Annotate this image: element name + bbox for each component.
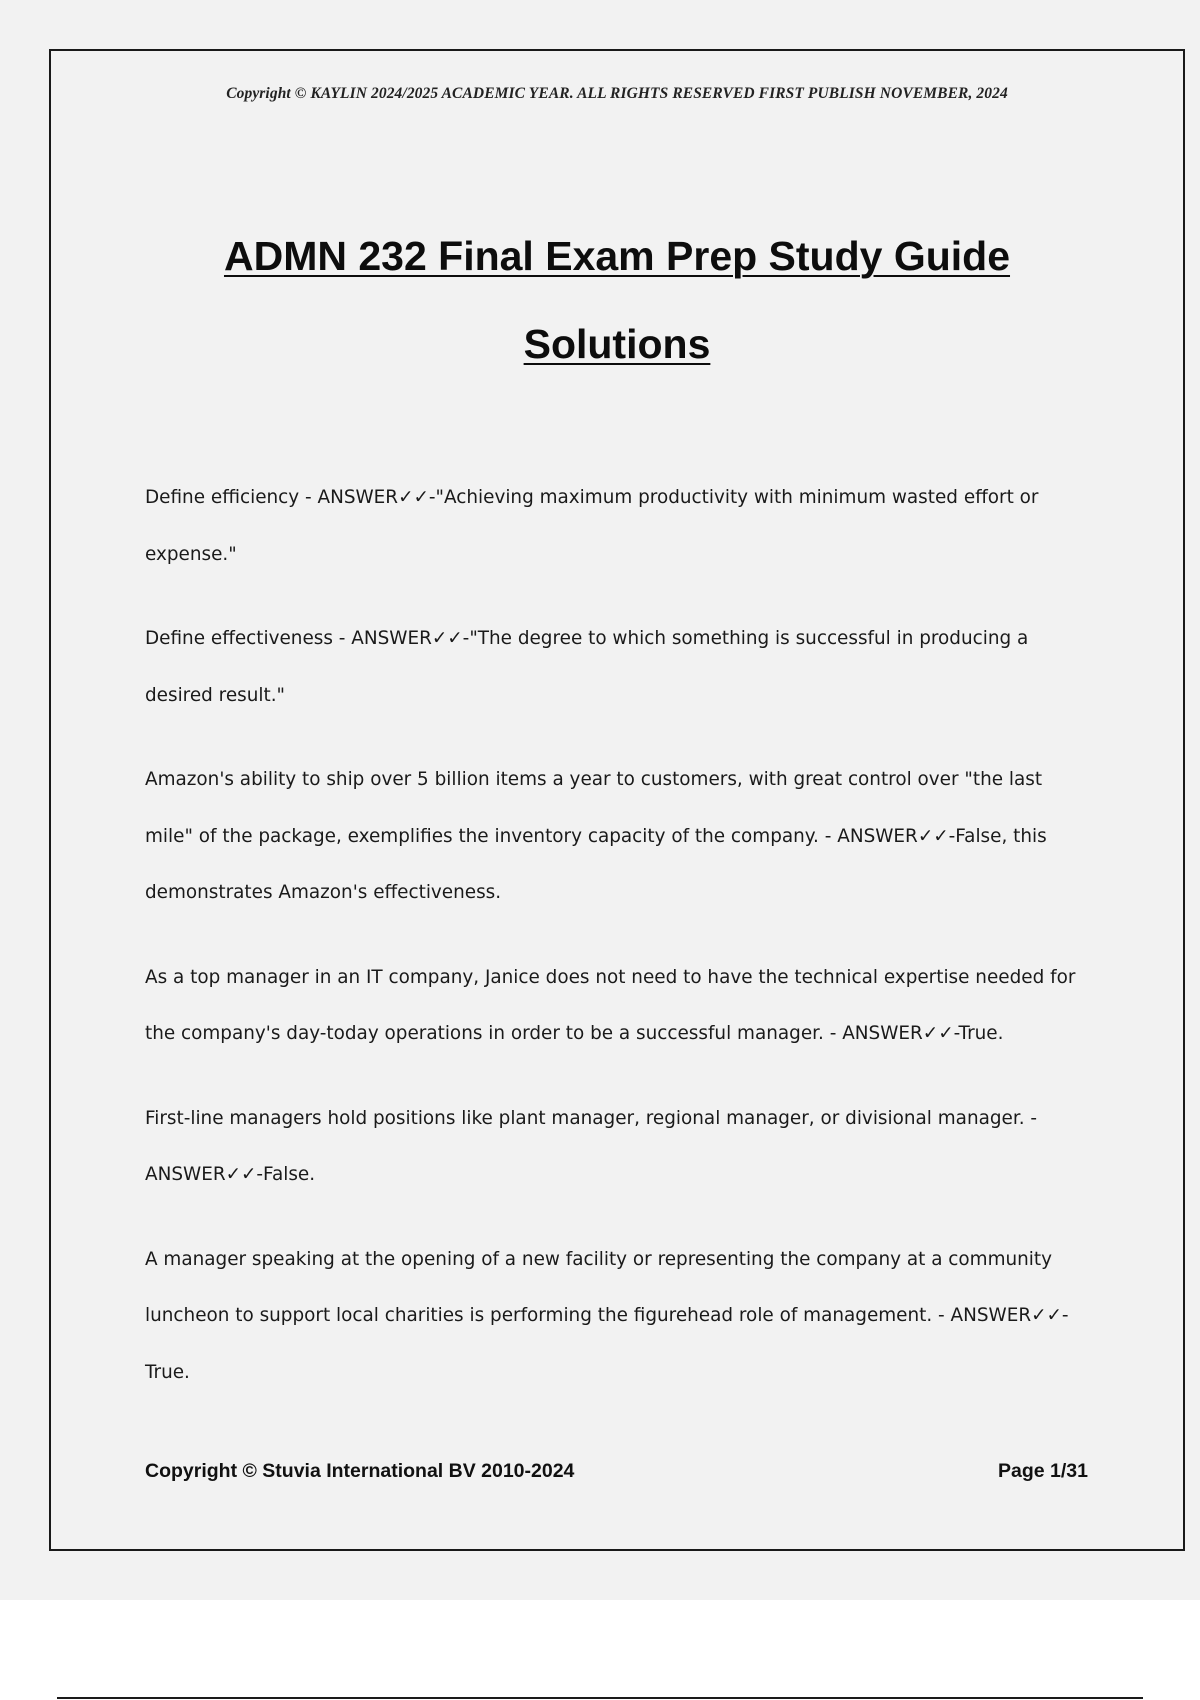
document-title	[120, 212, 1114, 388]
document-title-line-2: Solutions	[523, 321, 711, 367]
qa-item: A manager speaking at the opening of a new facility or representing the company at a community luncheon to support local charities is performing the figurehead role of management. - ANSWER✓✓-True.	[145, 1248, 1069, 1383]
page-number: Page 1/31	[998, 1460, 1088, 1482]
question-answer-list	[145, 470, 1090, 1429]
qa-item: As a top manager in an IT company, Janice does not need to have the technical expertise needed for the company's day-today operations in order to be a successful manager. - ANSWER✓✓-True.	[145, 966, 1076, 1044]
next-page-top-border	[57, 1697, 1143, 1699]
footer-copyright: Copyright © Stuvia International BV 2010-2024	[145, 1460, 575, 1482]
qa-item: Define effectiveness - ANSWER✓✓-"The degree to which something is successful in producing a desired result."	[145, 628, 1029, 706]
document-title-line-1: ADMN 232 Final Exam Prep Study Guide	[223, 233, 1011, 279]
qa-item: First-line managers hold positions like plant manager, regional manager, or divisional manager. - ANSWER✓✓-False.	[145, 1107, 1038, 1185]
qa-item: Define efficiency - ANSWER✓✓-"Achieving maximum productivity with minimum wasted effort or expense."	[145, 487, 1039, 565]
qa-item: Amazon's ability to ship over 5 billion items a year to customers, with great control over "the last mile" of the package, exemplifies the inventory capacity of the company. - ANSWER✓✓-False, this demonstrates Amazon's effectiveness.	[145, 769, 1047, 903]
header-copyright: Copyright © KAYLIN 2024/2025 ACADEMIC YEAR. ALL RIGHTS RESERVED FIRST PUBLISH NOVEMBER, 2024	[226, 85, 1008, 102]
